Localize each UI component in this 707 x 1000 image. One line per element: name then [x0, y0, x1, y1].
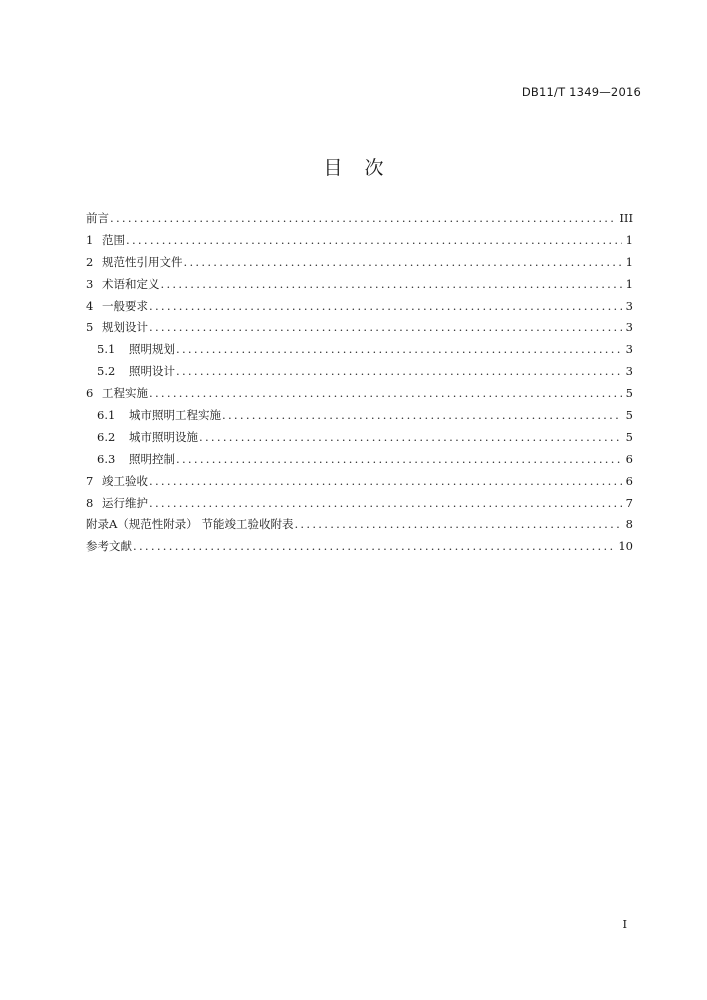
toc-entry-engineering-implementation[interactable] — [86, 385, 633, 407]
page-number: I — [622, 917, 627, 931]
toc-entry-label: 照明控制 — [129, 451, 175, 466]
dot-leader — [149, 320, 622, 334]
toc-entry-number: 2 — [86, 254, 94, 269]
dot-leader — [133, 539, 615, 553]
toc-entry-number: 4 — [86, 298, 94, 313]
toc-entry-page: 5 — [625, 386, 633, 401]
toc-entry-label: 附录A（规范性附录） 节能竣工验收附表 — [86, 517, 294, 532]
toc-entry-label: 运行维护 — [102, 495, 148, 510]
toc-entry-label: 规划设计 — [102, 320, 148, 335]
toc-entry-label: 城市照明工程实施 — [129, 408, 221, 423]
dot-leader — [176, 452, 622, 466]
dot-leader — [222, 408, 622, 422]
toc-entry-appendix-a[interactable] — [86, 516, 633, 538]
toc-entry-number: 3 — [86, 276, 94, 291]
toc-entry-label: 术语和定义 — [102, 276, 160, 291]
toc-entry-page: 1 — [625, 276, 633, 291]
toc-entry-terms-definitions[interactable] — [86, 276, 633, 298]
toc-entry-page: III — [619, 211, 633, 225]
dot-leader — [110, 211, 616, 225]
toc-entry-bibliography[interactable] — [86, 538, 633, 560]
toc-entry-number: 6.3 — [97, 451, 116, 466]
toc-entry-label: 照明设计 — [129, 364, 175, 379]
toc-entry-completion-acceptance[interactable] — [86, 473, 633, 495]
toc-entry-page: 10 — [618, 539, 633, 554]
toc-entry-label: 工程实施 — [102, 386, 148, 401]
toc-entry-label: 参考文献 — [86, 539, 132, 554]
toc-entry-page: 5 — [625, 429, 633, 444]
dot-leader — [126, 233, 622, 247]
toc-entry-general-requirements[interactable] — [86, 298, 633, 320]
toc-entry-planning-design[interactable] — [86, 319, 633, 341]
dot-leader — [149, 474, 622, 488]
dot-leader — [149, 386, 622, 400]
toc-entry-number: 6.2 — [97, 429, 116, 444]
toc-entry-lighting-design[interactable] — [86, 363, 633, 385]
toc-entry-number: 5.1 — [97, 342, 116, 357]
toc-entry-number: 5 — [86, 320, 94, 335]
toc-entry-foreword[interactable] — [86, 210, 633, 232]
table-of-contents — [86, 210, 633, 560]
toc-title: 目次 — [323, 157, 406, 179]
toc-entry-page: 1 — [625, 232, 633, 247]
toc-entry-lighting-planning[interactable] — [86, 341, 633, 363]
toc-entry-number: 7 — [86, 473, 94, 488]
toc-entry-label: 前言 — [86, 211, 109, 225]
toc-entry-page: 5 — [625, 408, 633, 423]
toc-entry-number: 8 — [86, 495, 94, 510]
toc-entry-lighting-control[interactable] — [86, 451, 633, 473]
toc-entry-urban-lighting-implementation[interactable] — [86, 407, 633, 429]
toc-entry-normative-references[interactable] — [86, 254, 633, 276]
toc-entry-page: 3 — [625, 342, 633, 357]
toc-entry-label: 照明规划 — [129, 342, 175, 357]
toc-entry-number: 6 — [86, 386, 94, 401]
toc-entry-label: 一般要求 — [102, 298, 148, 313]
toc-entry-urban-lighting-facilities[interactable] — [86, 429, 633, 451]
dot-leader — [199, 430, 622, 444]
toc-entry-label: 城市照明设施 — [129, 429, 198, 444]
toc-entry-page: 3 — [625, 364, 633, 379]
dot-leader — [149, 496, 622, 510]
toc-entry-page: 6 — [625, 473, 633, 488]
toc-entry-scope[interactable] — [86, 232, 633, 254]
toc-entry-number: 1 — [86, 232, 94, 247]
toc-entry-page: 3 — [625, 298, 633, 313]
toc-entry-label: 范围 — [102, 232, 125, 247]
toc-entry-label: 规范性引用文件 — [102, 254, 183, 269]
toc-entry-number: 6.1 — [97, 408, 116, 423]
toc-entry-label: 竣工验收 — [102, 473, 148, 488]
toc-entry-operation-maintenance[interactable] — [86, 495, 633, 517]
toc-entry-page: 8 — [625, 517, 633, 532]
dot-leader — [176, 342, 622, 356]
dot-leader — [161, 277, 623, 291]
dot-leader — [294, 517, 622, 531]
toc-entry-number: 5.2 — [97, 364, 116, 379]
dot-leader — [176, 364, 622, 378]
toc-entry-page: 1 — [625, 254, 633, 269]
toc-entry-page: 3 — [625, 320, 633, 335]
toc-entry-page: 7 — [625, 495, 633, 510]
toc-entry-page: 6 — [625, 451, 633, 466]
dot-leader — [184, 255, 623, 269]
document-code: DB11/T 1349—2016 — [521, 85, 641, 99]
dot-leader — [149, 299, 622, 313]
